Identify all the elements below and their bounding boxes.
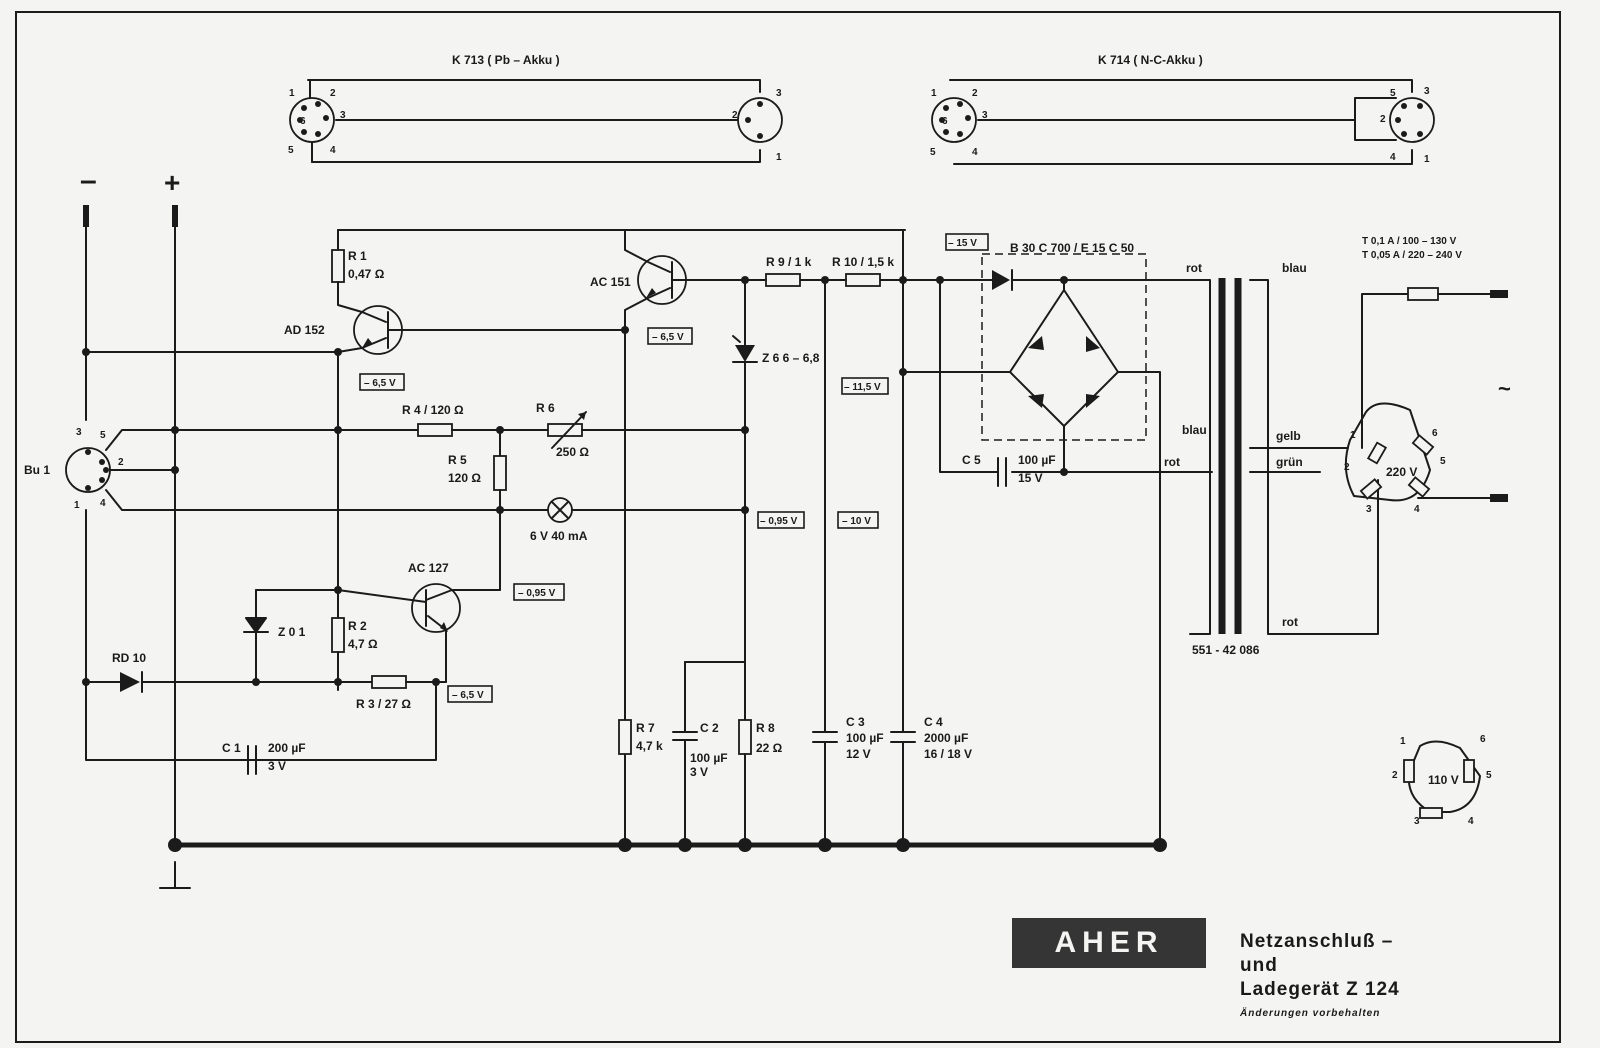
resistor-r10: [846, 274, 880, 286]
wire-gelb: gelb: [1276, 429, 1301, 443]
r1-value: 0,47 Ω: [348, 267, 385, 281]
r3-label: R 3 / 27 Ω: [356, 697, 411, 711]
c5-voltage: 15 V: [1018, 471, 1043, 485]
wire-gruen: grün: [1276, 455, 1303, 469]
k714-right-pin-5: 5: [1390, 88, 1396, 99]
k713-right-pin-3: 3: [776, 88, 782, 99]
title-line-3: Ladegerät Z 124: [1240, 979, 1400, 1000]
k713-right-pin-1: 1: [776, 152, 782, 163]
voltage-labels: [360, 234, 988, 702]
plus-terminal: [172, 205, 178, 227]
r4-label: R 4 / 120 Ω: [402, 403, 464, 417]
bu1-pin-4: 4: [100, 498, 106, 509]
lamp-label: 6 V 40 mA: [530, 529, 588, 543]
c2-label: C 2: [700, 721, 719, 735]
ad152-label: AD 152: [284, 323, 325, 337]
k713-pin-3: 3: [340, 110, 346, 121]
k714-pin-6: 6: [942, 116, 948, 127]
selector-pin-5: 5: [1440, 456, 1446, 467]
plus-terminal-label: +: [164, 167, 181, 198]
ac151-label: AC 151: [590, 275, 631, 289]
zener-z66-label: Z 6 6 – 6,8: [762, 351, 820, 365]
resistor-r5: [494, 456, 506, 490]
bu1-pin-5: 5: [100, 430, 106, 441]
k713-pin-2: 2: [330, 88, 336, 99]
k714-pin-3: 3: [982, 110, 988, 121]
c1-voltage: 3 V: [268, 759, 287, 773]
k714-right-pin-2: 2: [1380, 114, 1386, 125]
selector-pin-1: 1: [1350, 430, 1356, 441]
c1-label: C 1: [222, 741, 241, 755]
k714-pin-5: 5: [930, 147, 936, 158]
wire-blau-top: blau: [1282, 261, 1307, 275]
rd10-label: RD 10: [112, 651, 147, 665]
bu1-pin-1: 1: [74, 500, 80, 511]
wire-rot-mid: rot: [1164, 455, 1180, 469]
r7-label: R 7: [636, 721, 655, 735]
z01-label: Z 0 1: [278, 625, 306, 639]
selector-pin-6: 6: [1432, 428, 1438, 439]
c4-voltage: 16 / 18 V: [924, 747, 973, 761]
sel110-pin-2: 2: [1392, 770, 1398, 781]
mains-plug-top: [1490, 290, 1508, 298]
cable-k714-title: K 714 ( N-C-Akku ): [1098, 53, 1203, 67]
selector-pin-2: 2: [1344, 462, 1350, 473]
c2-value: 100 µF: [690, 751, 728, 765]
selector-220v-label: 220 V: [1386, 465, 1418, 479]
wire-blau-mid: blau: [1182, 423, 1207, 437]
r7-value: 4,7 k: [636, 739, 663, 753]
r8-label: R 8: [756, 721, 775, 735]
k714-right-pin-3: 3: [1424, 86, 1430, 97]
voltage-ac127-emitter: – 6,5 V: [452, 690, 484, 701]
c3-value: 100 µF: [846, 731, 884, 745]
socket-bu1-label: Bu 1: [24, 463, 51, 477]
c4-label: C 4: [924, 715, 943, 729]
k714-right-pin-4: 4: [1390, 152, 1396, 163]
voltage-c4-node: – 11,5 V: [844, 382, 881, 393]
fuse-rating-220: T 0,05 A / 220 – 240 V: [1362, 250, 1462, 261]
r5-label: R 5: [448, 453, 467, 467]
transistor-ac127: [412, 584, 460, 632]
title-block: [1240, 930, 1400, 1019]
k713-pin-1: 1: [289, 88, 295, 99]
ac127-stage: [82, 561, 500, 774]
r1-label: R 1: [348, 249, 367, 263]
title-line-1: Netzanschluß –: [1240, 931, 1394, 952]
k713-pin-4: 4: [330, 145, 336, 156]
c4-value: 2000 µF: [924, 731, 969, 745]
wire-rot-bottom: rot: [1282, 615, 1298, 629]
resistor-r8: [739, 720, 751, 754]
voltage-rectifier-out: – 15 V: [948, 238, 977, 249]
selector-110v-label: 110 V: [1428, 773, 1459, 787]
c5-label: C 5: [962, 453, 981, 467]
k714-pin-4: 4: [972, 147, 978, 158]
revision-note: Änderungen vorbehalten: [1240, 1008, 1381, 1019]
c5-value: 100 µF: [1018, 453, 1056, 467]
bridge-label: B 30 C 700 / E 15 C 50: [1010, 241, 1135, 255]
sel110-pin-4: 4: [1468, 816, 1474, 827]
voltage-ac127-collector: – 0,95 V: [518, 588, 556, 599]
sel110-pin-6: 6: [1480, 734, 1486, 745]
title-line-2: und: [1240, 955, 1278, 976]
socket-bu1: [24, 427, 548, 511]
voltage-ad152-base: – 6,5 V: [652, 332, 684, 343]
aher-brand-logo: AHER: [1012, 918, 1206, 968]
bu1-pin-2: 2: [118, 457, 124, 468]
c3-voltage: 12 V: [846, 747, 871, 761]
r5-value: 120 Ω: [448, 471, 481, 485]
voltage-c3-node: – 10 V: [842, 516, 871, 527]
minus-terminal: [83, 205, 89, 227]
voltage-lamp-node: – 0,95 V: [760, 516, 798, 527]
r2-label: R 2: [348, 619, 367, 633]
voltage-selector-220: [1344, 236, 1511, 515]
voltage-ad152-emitter: – 6,5 V: [364, 378, 396, 389]
r6-label: R 6: [536, 401, 555, 415]
r9-label: R 9 / 1 k: [766, 255, 812, 269]
sel110-pin-3: 3: [1414, 816, 1420, 827]
k713-pin-5: 5: [288, 145, 294, 156]
resistor-r4: [418, 424, 452, 436]
ac127-label: AC 127: [408, 561, 449, 575]
sel110-pin-5: 5: [1486, 770, 1492, 781]
bu1-pin-3: 3: [76, 427, 82, 438]
c2-voltage: 3 V: [690, 765, 709, 779]
r10-label: R 10 / 1,5 k: [832, 255, 895, 269]
r6-value: 250 Ω: [556, 445, 589, 459]
c3-label: C 3: [846, 715, 865, 729]
filter-section: [619, 230, 972, 845]
resistor-r3: [372, 676, 406, 688]
ac-symbol: ~: [1498, 376, 1511, 401]
sel110-pin-1: 1: [1400, 736, 1406, 747]
fuse: [1408, 288, 1438, 300]
k714-right-pin-1: 1: [1424, 154, 1430, 165]
resistor-r2: [332, 618, 344, 652]
cable-k714: [930, 53, 1434, 165]
r8-value: 22 Ω: [756, 741, 783, 755]
wire-rot-top: rot: [1186, 261, 1202, 275]
resistor-r1: [332, 250, 344, 282]
k714-pin-2: 2: [972, 88, 978, 99]
selector-pin-4: 4: [1414, 504, 1420, 515]
k714-pin-1: 1: [931, 88, 937, 99]
cable-k713: [288, 53, 782, 163]
resistor-r7: [619, 720, 631, 754]
minus-terminal-label: –: [80, 164, 97, 197]
k713-right-pin-2: 2: [732, 110, 738, 121]
cable-k713-title: K 713 ( Pb – Akku ): [452, 53, 560, 67]
voltage-selector-110: [1392, 734, 1492, 827]
c1-value: 200 µF: [268, 741, 306, 755]
transformer-label: 551 - 42 086: [1192, 643, 1260, 657]
fuse-rating-110: T 0,1 A / 100 – 130 V: [1362, 236, 1457, 247]
resistor-r9: [766, 274, 800, 286]
selector-pin-3: 3: [1366, 504, 1372, 515]
mains-plug-bottom: [1490, 494, 1508, 502]
k713-pin-6: 6: [300, 116, 306, 127]
r2-value: 4,7 Ω: [348, 637, 378, 651]
